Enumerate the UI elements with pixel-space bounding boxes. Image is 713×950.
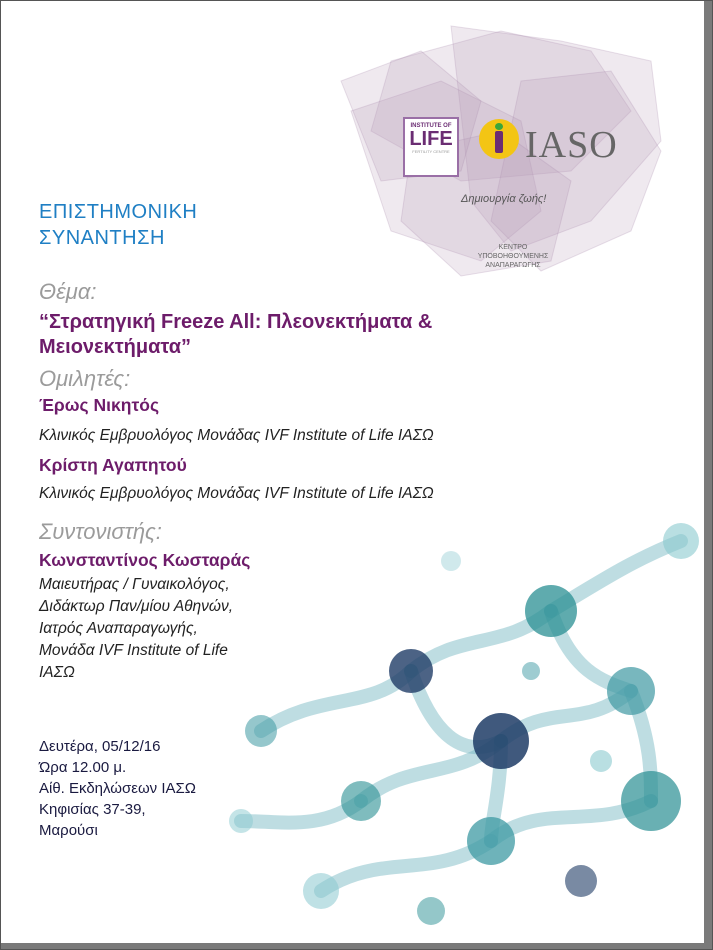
speaker-1-name: Έρως Νικητός — [39, 395, 160, 415]
speaker-1-role: Κλινικός Εμβρυολόγος Μονάδας IVF Institute of Life ΙΑΣΩ — [39, 427, 434, 444]
topic-line-1: “Στρατηγική Freeze All: Πλεονεκτήματα & — [39, 311, 433, 333]
molecule-network-decoration — [201, 501, 711, 941]
event-details — [39, 736, 196, 841]
event-venue: Αίθ. Εκδηλώσεων ΙΑΣΩ — [39, 780, 196, 797]
title-line-2: ΣΥΝΑΝΤΗΣΗ — [39, 227, 165, 249]
right-border — [704, 1, 712, 949]
topic-label: Θέμα: — [39, 279, 97, 304]
iaso-logo-stem — [495, 131, 503, 153]
logo-life-small-text: FERTILITY CENTRE — [412, 149, 450, 154]
iaso-logo-mark — [479, 119, 519, 159]
coordinator-role-line: Διδάκτωρ Παν/μίου Αθηνών, — [39, 598, 234, 615]
title-line-1: ΕΠΙΣΤΗΜΟΝΙΚΗ — [39, 201, 198, 223]
iaso-logo-dot — [495, 123, 503, 130]
speakers-label: Ομιλητές: — [39, 366, 131, 391]
event-address: Κηφισίας 37-39, — [39, 801, 146, 818]
coordinator-label: Συντονιστής: — [39, 519, 162, 544]
coordinator-role-line: ΙΑΣΩ — [39, 664, 75, 681]
iaso-brand-text: IASO — [525, 124, 618, 166]
speaker-2-name: Κρίστη Αγαπητού — [39, 455, 187, 475]
logo-life-top-text: INSTITUTE OF — [410, 123, 452, 129]
speaker-2-role: Κλινικός Εμβρυολόγος Μονάδας IVF Institute of Life ΙΑΣΩ — [39, 485, 434, 502]
topic-line-2: Μειονεκτήματα” — [39, 336, 192, 358]
tagline: Δημιουργία ζωής! — [461, 193, 547, 205]
coordinator-name: Κωνσταντίνος Κωσταράς — [39, 550, 251, 570]
bottom-border — [1, 943, 712, 949]
coordinator-role-line: Μαιευτήρας / Γυναικολόγος, — [39, 576, 230, 593]
logo-life-big-text: LIFE — [409, 128, 453, 150]
center-label: ΚΕΝΤΡΟ ΥΠΟΒΟΗΘΟΥΜΕΝΗΣ ΑΝΑΠΑΡΑΓΩΓΗΣ — [477, 244, 549, 269]
coordinator-role-line: Μονάδα IVF Institute of Life — [39, 642, 228, 659]
event-type-title — [39, 199, 197, 251]
event-date: Δευτέρα, 05/12/16 — [39, 738, 161, 755]
event-time: Ώρα 12.00 μ. — [39, 759, 127, 776]
event-city: Μαρούσι — [39, 822, 98, 839]
topic-title — [39, 310, 639, 360]
institute-of-life-logo — [403, 117, 459, 177]
coordinator-role-line: Ιατρός Αναπαραγωγής, — [39, 620, 198, 637]
coordinator-roles — [39, 574, 233, 684]
